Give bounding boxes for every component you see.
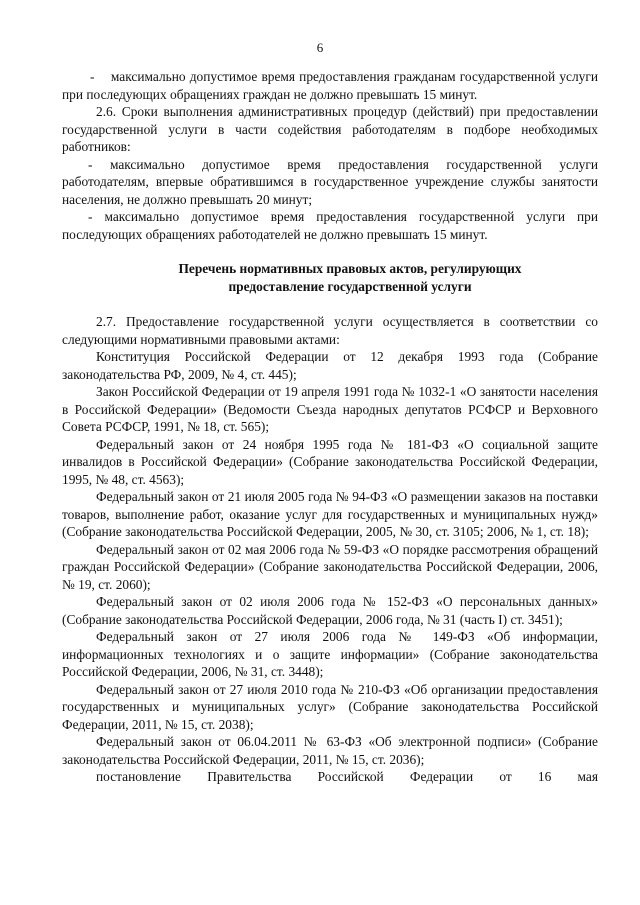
act-152-fz: Федеральный закон от 02 июля 2006 года № 152-ФЗ «О персональных данных» (Собрание законодательства Российской Федерации, 2006 года, № 31 (часть I) ст. 3451); xyxy=(62,594,598,627)
act-59-fz: Федеральный закон от 02 мая 2006 года № 59-ФЗ «О порядке рассмотрения обращений граждан Российской Федерации» (Собрание законодательства Российской Федерации, 2006, № 19, ст. 2060); xyxy=(62,541,598,592)
section-heading-line-2: предоставление государственной услуги xyxy=(228,278,472,294)
act-181-fz: Федеральный закон от 24 ноября 1995 года № 181-ФЗ «О социальной защите инвалидов в Российской Федерации» (Собрание законодательства Российской Федерации, 1995, № 48, ст. 4563); xyxy=(62,436,598,487)
act-210-fz: Федеральный закон от 27 июля 2010 года № 210-ФЗ «Об организации предоставления государственных и муниципальных услуг» (Собрание законодательства Российской Федерации, 2011, № 15, ст. 2038); xyxy=(62,681,598,732)
spacer xyxy=(62,243,598,260)
section-heading-line-1: Перечень нормативных правовых актов, регулирующих xyxy=(178,261,522,276)
spacer xyxy=(62,295,598,313)
paragraph-time-employers-first: - максимально допустимое время предоставления государственной услуги работодателям, впервые обратившимся в государственное учреждение службы занятости населения, не должно превышать 20 минут; xyxy=(62,156,598,207)
act-149-fz: Федеральный закон от 27 июля 2006 года № 149-ФЗ «Об информации, информационных технологиях и о защите информации» (Собрание законодательства Российской Федерации, 2006, № 31, ст. 3448); xyxy=(62,629,598,679)
act-employment-law: Закон Российской Федерации от 19 апреля 1991 года № 1032-1 «О занятости населения в Российской Федерации» (Ведомости Съезда народных депутатов РСФСР и Верховного Совета РСФСР, 1991, № 18, ст. 565); xyxy=(62,384,598,434)
act-94-fz: Федеральный закон от 21 июля 2005 года № 94-ФЗ «О размещении заказов на поставки товаров, выполнение работ, оказание услуг для государственных и муниципальных нужд» (Собрание законодательства Российской Федерации, 2005, № 30, ст. 3105; 2006, № 1, ст. 18); xyxy=(62,489,598,539)
page-content xyxy=(62,68,598,786)
paragraph-time-citizens-repeat: - максимально допустимое время предоставления гражданам государственной услуги при последующих обращениях граждан не должно превышать 15 минут. xyxy=(62,69,598,102)
page-number: 6 xyxy=(316,40,324,55)
paragraph-time-employers-repeat: - максимально допустимое время предоставления государственной услуги при последующих обращениях работодателей не должно превышать 15 минут. xyxy=(62,209,598,242)
paragraph-2-7: 2.7. Предоставление государственной услуги осуществляется в соответствии со следующими нормативными правовыми актами: xyxy=(62,314,598,347)
act-constitution: Конституция Российской Федерации от 12 декабря 1993 года (Собрание законодательства РФ, 2009, № 4, ст. 445); xyxy=(62,349,598,382)
paragraph-2-6: 2.6. Сроки выполнения административных процедур (действий) при предоставлении государственной услуги в части содействия работодателям в подборе необходимых работников: xyxy=(62,104,598,154)
act-government-decree: постановление Правительства Российской Федерации от 16 мая xyxy=(96,769,598,784)
act-63-fz: Федеральный закон от 06.04.2011 № 63-ФЗ «Об электронной подписи» (Собрание законодательства Российской Федерации, 2011, № 15, ст. 2036); xyxy=(62,734,598,767)
